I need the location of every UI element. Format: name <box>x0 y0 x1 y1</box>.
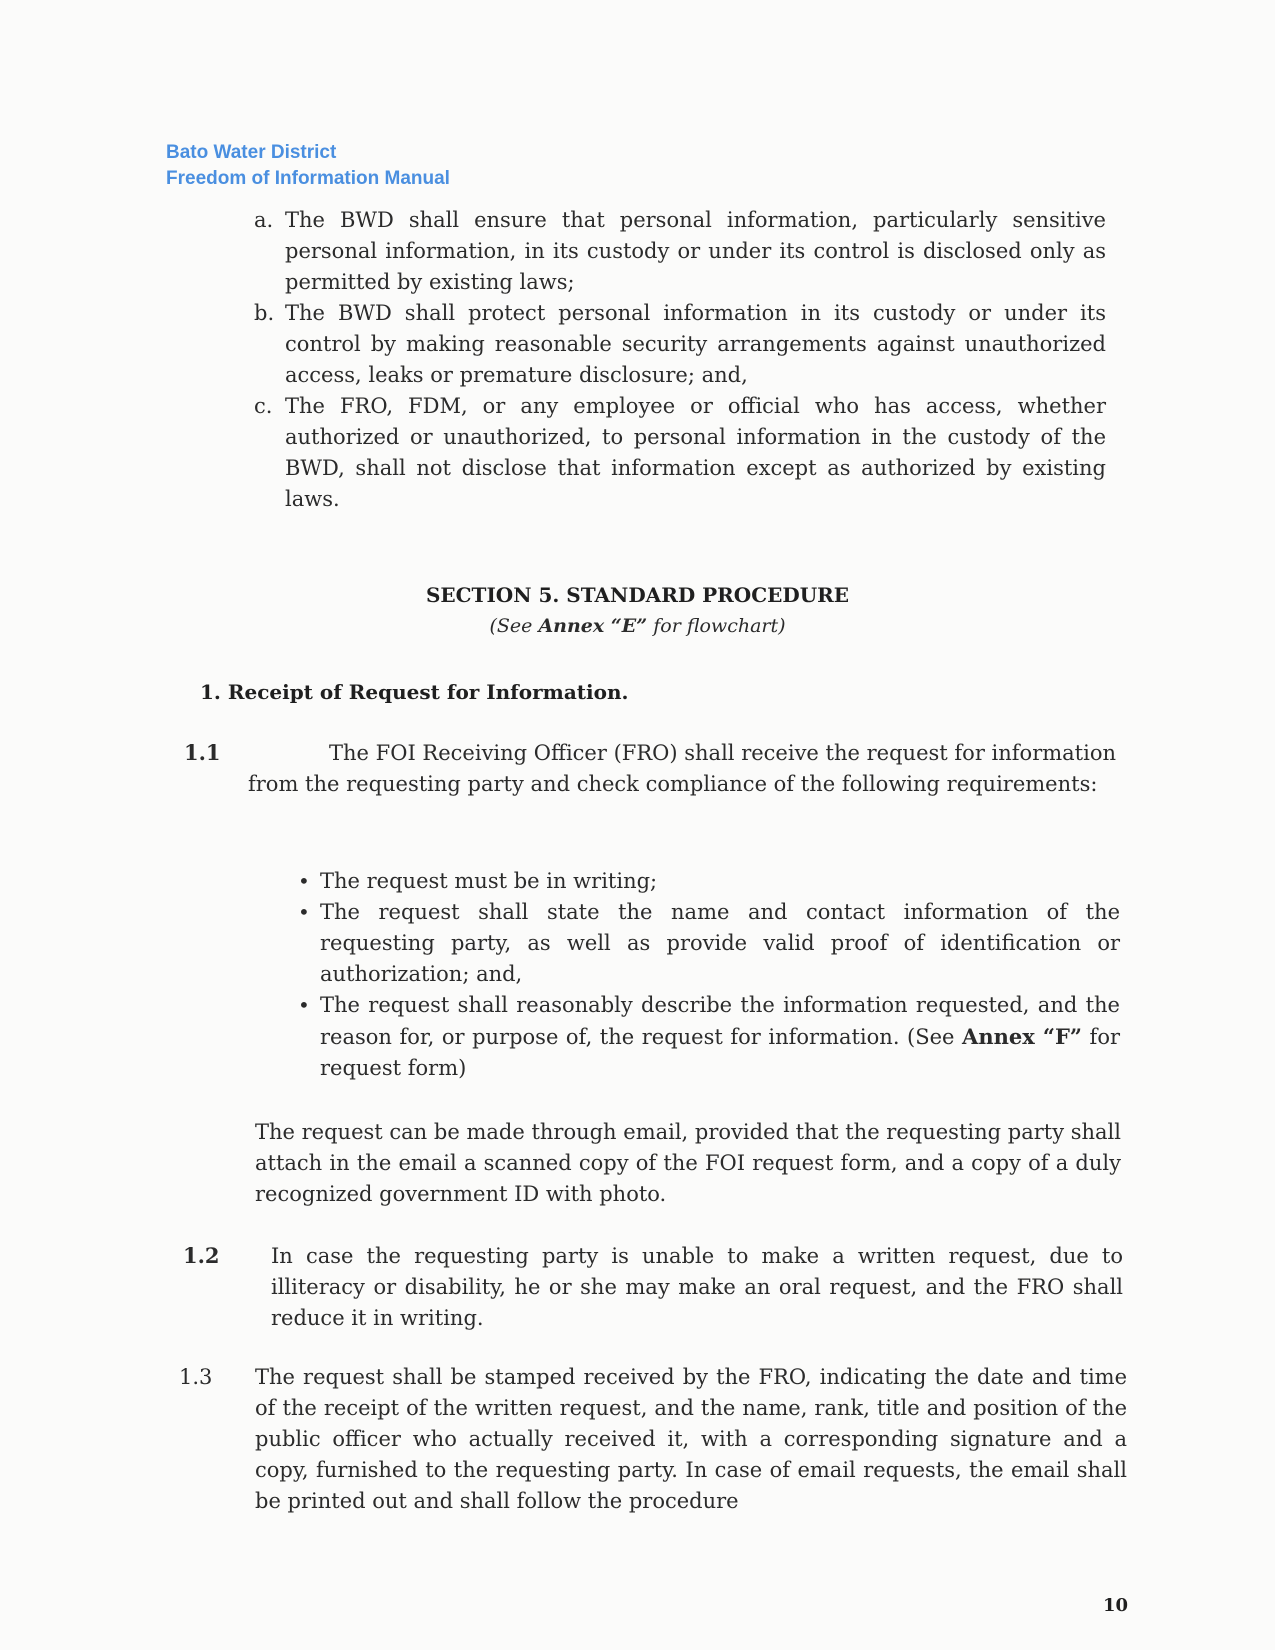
list-marker: c. <box>254 394 273 418</box>
list-item <box>298 897 1120 990</box>
page-number: 10 <box>1103 1595 1129 1616</box>
list-item <box>254 205 1106 298</box>
annex-e-reference: Annex “E” <box>538 615 648 637</box>
annex-f-reference: Annex “F” <box>962 1024 1082 1049</box>
list-item <box>298 866 1120 897</box>
item-number: 1.3 <box>179 1365 213 1389</box>
section-subtitle <box>0 611 1275 642</box>
item-number: 1.1 <box>184 740 221 765</box>
paragraph-1-3 <box>179 1362 1127 1517</box>
email-paragraph: The request can be made through email, provided that the requesting party shall attach in the email a scanned copy of the FOI request form, and a copy of a duly recognized government ID with photo. <box>255 1120 1121 1206</box>
list-item-text: The BWD shall protect personal information in its custody or under its control by making reasonable security arrangements against unauthorized access, leaks or premature disclosure; and, <box>285 301 1106 387</box>
section-title: SECTION 5. STANDARD PROCEDURE <box>425 583 850 607</box>
list-item-text: The request shall reasonably describe the information requested, and the reason for, or purpose of, the request for information. (See <box>320 993 1120 1049</box>
list-item <box>254 391 1106 515</box>
requirements-list <box>298 866 1121 1084</box>
manual-title: Freedom of Information Manual <box>166 168 450 189</box>
bullet-icon: • <box>298 993 310 1017</box>
document-header <box>166 140 450 192</box>
list-item-text: The BWD shall ensure that personal information, particularly sensitive personal information, in its custody or under its control is disclosed only as permitted by existing laws; <box>285 208 1106 294</box>
subtitle-suffix: for flowchart) <box>647 615 786 637</box>
list-item <box>254 298 1106 391</box>
privacy-obligations-list <box>254 205 1106 515</box>
item-number: 1.2 <box>183 1243 220 1268</box>
list-marker: b. <box>254 301 275 325</box>
list-item <box>298 990 1121 1084</box>
list-item-text-suffix: for request form) <box>320 1025 1121 1080</box>
list-item-text: The FRO, FDM, or any employee or official who has access, whether authorized or unauthorized, to personal information in the custody of the BWD, shall not disclose that information except as authorized by existing laws. <box>285 394 1106 511</box>
list-item-text: The request shall state the name and contact information of the requesting party, as well as provide valid proof of identification or authorization; and, <box>320 900 1120 986</box>
paragraph-1-2 <box>183 1240 1123 1334</box>
paragraph-text: The FOI Receiving Officer (FRO) shall receive the request for information from the requesting party and check compliance of the following requirements: <box>248 741 1116 796</box>
list-item-text: The request must be in writing; <box>320 869 658 893</box>
paragraph-text: The request shall be stamped received by the FRO, indicating the date and time of the receipt of the written request, and the name, rank, title and position of the public officer who actually received it, with a corresponding signature and a copy, furnished to the requesting party. In case of email requests, the email shall be printed out and shall follow the procedure <box>255 1365 1127 1513</box>
bullet-icon: • <box>298 869 310 893</box>
list-marker: a. <box>254 208 274 232</box>
bullet-icon: • <box>298 900 310 924</box>
organization-name: Bato Water District <box>166 142 337 163</box>
paragraph-1-1 <box>184 737 1116 800</box>
subtitle-prefix: (See <box>489 615 539 637</box>
subsection-title: 1. Receipt of Request for Information. <box>200 680 629 704</box>
paragraph-text: In case the requesting party is unable to make a written request, due to illiteracy or disability, he or she may make an oral request, and the FRO shall reduce it in writing. <box>271 1244 1123 1330</box>
